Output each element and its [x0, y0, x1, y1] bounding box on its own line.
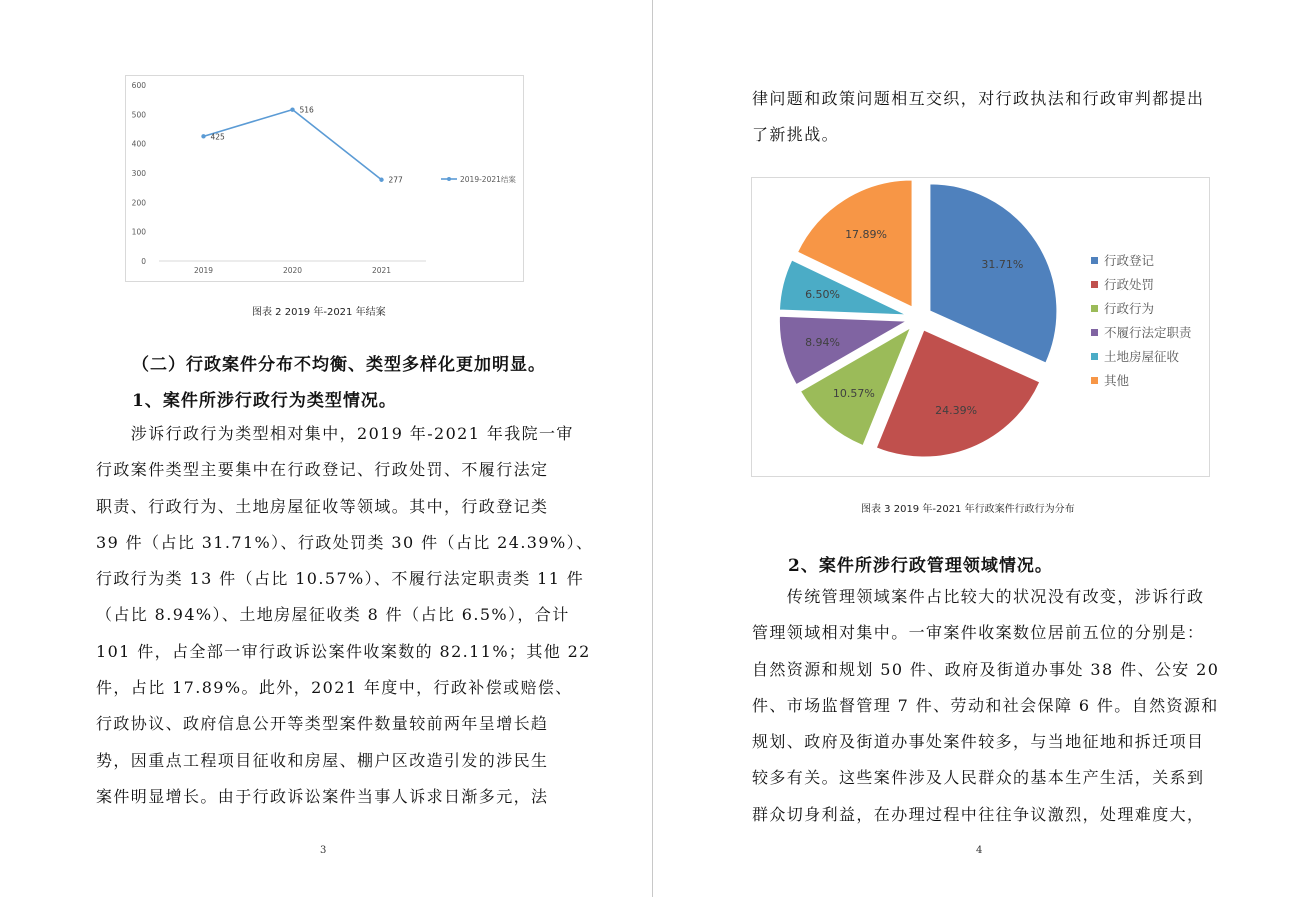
y-tick-label: 200 — [131, 198, 146, 208]
legend-swatch — [1091, 353, 1098, 360]
text-line: 行政协议、政府信息公开等类型案件数量较前两年呈增长趋 — [96, 714, 549, 734]
continued-paragraph — [752, 81, 1208, 154]
text-line: 件、市场监督管理 7 件、劳动和社会保障 6 件。自然资源和 — [752, 695, 1219, 715]
text-line: 群众切身利益，在办理过程中往往争议激烈，处理难度大， — [752, 804, 1205, 824]
line-chart — [126, 76, 523, 281]
legend-swatch — [1091, 377, 1098, 384]
line-chart-frame — [125, 75, 524, 282]
text-line: （占比 8.94%）、土地房屋征收类 8 件（占比 6.5%），合计 — [96, 605, 570, 625]
body-paragraph — [96, 416, 594, 815]
legend-label: 其他 — [1104, 373, 1130, 388]
text-line: 律问题和政策问题相互交织，对行政执法和行政审判都提出 — [752, 89, 1205, 108]
y-tick-label: 500 — [131, 110, 146, 120]
text-line: 案件明显增长。由于行政诉讼案件当事人诉求日渐多元，法 — [96, 786, 549, 806]
slice-label: 17.89% — [845, 227, 888, 241]
legend-item — [1091, 344, 1192, 368]
data-label: 277 — [388, 175, 403, 185]
text-line: 较多有关。这些案件涉及人民群众的基本生产生活，关系到 — [752, 768, 1205, 788]
legend-label: 行政处罚 — [1104, 277, 1155, 292]
slice-label: 10.57% — [832, 387, 875, 401]
y-tick-label: 600 — [131, 81, 146, 90]
data-point — [290, 107, 294, 111]
x-tick-label: 2021 — [371, 266, 392, 275]
data-label: 516 — [299, 105, 314, 115]
text-line: 涉诉行政行为类型相对集中，2019 年-2021 年我院一审 — [96, 424, 574, 443]
legend-label: 行政登记 — [1104, 253, 1155, 268]
legend-swatch — [1091, 305, 1098, 312]
slice-label: 24.39% — [935, 404, 978, 418]
text-line: 势，因重点工程项目征收和房屋、棚户区改造引发的涉民生 — [96, 750, 549, 770]
pie-legend — [1091, 248, 1192, 392]
legend-label: 不履行法定职责 — [1104, 325, 1192, 340]
text-line: 自然资源和规划 50 件、政府及街道办事处 38 件、公安 20 — [752, 659, 1220, 679]
text-line: 职责、行政行为、土地房屋征收等领域。其中，行政登记类 — [96, 496, 549, 516]
figure3-caption: 图表 3 2019 年-2021 年行政案件行政行为分布 — [861, 504, 1075, 515]
x-tick-label: 2020 — [282, 266, 303, 275]
legend-item — [1091, 272, 1192, 296]
legend-label: 土地房屋征收 — [1104, 349, 1180, 364]
y-tick-label: 400 — [131, 139, 146, 149]
legend-item — [1091, 296, 1192, 320]
section-heading: （二）行政案件分布不均衡、类型多样化更加明显。 — [132, 355, 546, 375]
legend-item — [1091, 320, 1192, 344]
legend-marker — [447, 177, 451, 181]
y-tick-label: 100 — [131, 227, 146, 237]
pie-chart-frame — [751, 177, 1210, 477]
y-tick-label: 0 — [141, 257, 146, 266]
slice-label: 6.50% — [805, 288, 841, 302]
page-right — [653, 0, 1310, 897]
legend-label: 行政行为 — [1104, 301, 1155, 316]
slice-label: 31.71% — [981, 257, 1024, 271]
series-line — [204, 110, 382, 180]
y-tick-label: 300 — [131, 169, 146, 178]
text-line: 规划、政府及街道办事处案件较多，与当地征地和拆迁项目 — [752, 732, 1205, 752]
page-number: 3 — [320, 845, 327, 856]
text-line: 件，占比 17.89%。此外，2021 年度中，行政补偿或赔偿、 — [96, 678, 573, 698]
text-line: 管理领域相对集中。一审案件收案数位居前五位的分别是： — [752, 623, 1205, 643]
figure2-caption: 图表 2 2019 年-2021 年结案 — [252, 307, 386, 318]
page-number: 4 — [976, 845, 983, 856]
legend-swatch — [1091, 329, 1098, 336]
legend-label: 2019-2021结案 — [460, 175, 516, 184]
pie-slice — [930, 184, 1057, 363]
text-line: 101 件，占全部一审行政诉讼案件收案数的 82.11%；其他 22 — [96, 641, 591, 661]
text-line: 传统管理领域案件占比较大的状况没有改变，涉诉行政 — [752, 587, 1205, 606]
text-line: 行政行为类 13 件（占比 10.57%）、不履行法定职责类 11 件 — [96, 569, 585, 589]
data-label: 425 — [210, 132, 225, 142]
subsection-heading: 2、案件所涉行政管理领域情况。 — [788, 556, 1053, 576]
text-line: 了新挑战。 — [752, 125, 840, 145]
legend-item — [1091, 248, 1192, 272]
data-point — [201, 134, 205, 138]
x-tick-label: 2019 — [193, 266, 214, 275]
slice-label: 8.94% — [805, 335, 841, 349]
page-left — [0, 0, 652, 897]
legend-swatch — [1091, 257, 1098, 264]
subsection-heading: 1、案件所涉行政行为类型情况。 — [132, 391, 397, 411]
legend-swatch — [1091, 281, 1098, 288]
body-paragraph — [752, 579, 1220, 833]
data-point — [379, 178, 383, 182]
text-line: 行政案件类型主要集中在行政登记、行政处罚、不履行法定 — [96, 460, 549, 480]
legend-item — [1091, 368, 1192, 392]
text-line: 39 件（占比 31.71%）、行政处罚类 30 件（占比 24.39%）、 — [96, 532, 594, 552]
